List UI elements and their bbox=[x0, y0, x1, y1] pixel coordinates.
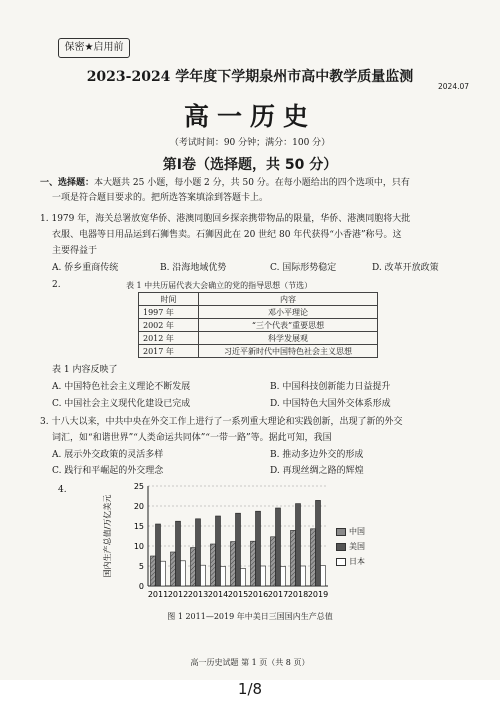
bar-中国-2011 bbox=[151, 556, 156, 586]
table-row bbox=[139, 332, 378, 345]
table-cell: 邓小平理论 bbox=[199, 306, 378, 319]
page-footer: 高一历史试题 第 1 页（共 8 页） bbox=[190, 658, 310, 667]
table-header-cell: 内容 bbox=[199, 293, 378, 306]
question-1 bbox=[40, 213, 410, 226]
table-cell: “三个代表”重要思想 bbox=[199, 319, 378, 332]
table-cell: 2012 年 bbox=[139, 332, 199, 345]
legend-item-usa bbox=[336, 541, 365, 552]
exam-date: 2024.07 bbox=[438, 82, 470, 91]
bar-美国-2018 bbox=[296, 504, 301, 586]
section-instruction-line-1: 本大题共 25 小题，每小题 2 分，共 50 分。在每小题给出的四个选项中，只有 bbox=[94, 178, 410, 188]
table-cell: 2017 年 bbox=[139, 345, 199, 358]
y-tick-label: 20 bbox=[133, 502, 144, 511]
section-title: 一、选择题： bbox=[40, 178, 95, 188]
table-header-cell: 时间 bbox=[139, 293, 199, 306]
bar-中国-2012 bbox=[171, 552, 176, 586]
option-c[interactable]: C. 中国社会主义现代化建设已完成 bbox=[52, 399, 191, 409]
legend-swatch bbox=[336, 558, 346, 566]
y-tick-label: 10 bbox=[133, 542, 144, 551]
table-row bbox=[139, 345, 378, 358]
bar-日本-2017 bbox=[281, 566, 286, 586]
subject-title: 高一历史 bbox=[183, 102, 316, 131]
bar-日本-2013 bbox=[201, 565, 206, 586]
question-text: 衣服、电器等日用品运到石狮售卖。石狮因此在 20 世纪 80 年代获得“小香港”称号。这 bbox=[52, 230, 402, 240]
bar-美国-2015 bbox=[236, 513, 241, 586]
bar-中国-2016 bbox=[251, 541, 256, 586]
question-number: 4. bbox=[58, 485, 67, 495]
table-header-row bbox=[139, 293, 378, 306]
legend-swatch bbox=[336, 543, 346, 551]
chart-legend bbox=[336, 526, 365, 571]
y-tick-label: 0 bbox=[138, 582, 144, 591]
x-tick-label: 2014 bbox=[207, 590, 229, 599]
option-a[interactable]: A. 中国特色社会主义理论不断发展 bbox=[52, 382, 191, 392]
option-c[interactable]: C. 践行和平崛起的外交理念 bbox=[52, 466, 164, 476]
option-d[interactable]: D. 中国特色大国外交体系形成 bbox=[270, 399, 391, 409]
bar-日本-2016 bbox=[261, 566, 266, 586]
figure-caption: 图 1 2011—2019 年中美日三国国内生产总值 bbox=[167, 612, 333, 621]
question-number: 2. bbox=[52, 280, 61, 290]
bar-中国-2017 bbox=[271, 537, 276, 586]
section-instruction-line-2: 一项是符合题目要求的。把所选答案填涂到答题卡上。 bbox=[52, 193, 269, 203]
table-cell: 习近平新时代中国特色社会主义思想 bbox=[199, 345, 378, 358]
question-3 bbox=[40, 416, 402, 429]
legend-item-china bbox=[336, 526, 365, 537]
x-tick-label: 2019 bbox=[307, 590, 329, 599]
y-tick-label: 15 bbox=[133, 522, 144, 531]
table-cell: 1997 年 bbox=[139, 306, 199, 319]
option-c[interactable]: C. 国际形势稳定 bbox=[270, 263, 337, 273]
option-b[interactable]: B. 中国科技创新能力日益提升 bbox=[270, 382, 391, 392]
x-tick-label: 2012 bbox=[167, 590, 189, 599]
question-number: 1. bbox=[40, 214, 49, 224]
page-indicator: 1/8 bbox=[237, 680, 263, 698]
bar-日本-2019 bbox=[321, 566, 326, 586]
guiding-thought-table bbox=[138, 292, 378, 358]
legend-label: 日本 bbox=[349, 557, 365, 566]
option-d[interactable]: D. 改革开放政策 bbox=[372, 263, 439, 273]
x-tick-label: 2016 bbox=[247, 590, 269, 599]
table-caption: 表 1 中共历届代表大会确立的党的指导思想（节选） bbox=[126, 281, 313, 290]
exam-note: （考试时间：90 分钟；满分：100 分） bbox=[169, 138, 331, 148]
legend-item-japan bbox=[336, 556, 365, 567]
section-instruction bbox=[40, 177, 410, 190]
question-text: 主要得益于 bbox=[52, 246, 98, 256]
x-tick-label: 2015 bbox=[227, 590, 249, 599]
question-text: 十八大以来，中共中央在外交工作上进行了一系列重大理论和实践创新，出现了新的外交 bbox=[51, 417, 403, 427]
legend-label: 美国 bbox=[349, 542, 365, 551]
legend-label: 中国 bbox=[349, 527, 365, 536]
table-row bbox=[139, 306, 378, 319]
option-d[interactable]: D. 再现丝绸之路的辉煌 bbox=[270, 466, 364, 476]
table-cell: 科学发展观 bbox=[199, 332, 378, 345]
y-axis-label: 国内生产总值/万亿美元 bbox=[103, 494, 112, 578]
x-tick-label: 2013 bbox=[187, 590, 209, 599]
y-tick-label: 25 bbox=[133, 482, 144, 491]
bar-中国-2018 bbox=[291, 530, 296, 586]
exam-title: 2023-2024 学年度下学期泉州市高中教学质量监测 bbox=[86, 69, 414, 85]
bar-美国-2017 bbox=[276, 508, 281, 586]
bar-日本-2011 bbox=[161, 561, 166, 586]
bar-中国-2019 bbox=[311, 529, 316, 586]
table-cell: 2002 年 bbox=[139, 319, 199, 332]
bar-日本-2018 bbox=[301, 566, 306, 586]
table-row bbox=[139, 319, 378, 332]
question-text: 词汇，如“和谐世界”“人类命运共同体”“一带一路”等。据此可知，我国 bbox=[52, 433, 332, 443]
bar-美国-2013 bbox=[196, 519, 201, 586]
x-tick-label: 2011 bbox=[147, 590, 169, 599]
legend-swatch bbox=[336, 528, 346, 536]
bar-日本-2012 bbox=[181, 561, 186, 586]
question-text: 1979 年，海关总署放宽华侨、港澳同胞回乡探亲携带物品的限量，华侨、港澳同胞将大批 bbox=[51, 214, 411, 224]
bar-美国-2014 bbox=[216, 516, 221, 586]
bar-美国-2012 bbox=[176, 521, 181, 586]
bar-日本-2014 bbox=[221, 566, 226, 586]
y-tick-label: 5 bbox=[138, 562, 144, 571]
question-number: 3. bbox=[40, 417, 49, 427]
option-b[interactable]: B. 推动多边外交的形成 bbox=[270, 450, 364, 460]
bar-中国-2015 bbox=[231, 542, 236, 586]
x-tick-label: 2018 bbox=[287, 590, 309, 599]
bar-美国-2019 bbox=[316, 500, 321, 586]
confidential-seal: 保密★启用前 bbox=[58, 38, 130, 58]
bar-中国-2013 bbox=[191, 548, 196, 586]
x-tick-label: 2017 bbox=[267, 590, 289, 599]
option-a[interactable]: A. 侨乡重商传统 bbox=[52, 263, 119, 273]
question-text: 表 1 内容反映了 bbox=[52, 365, 118, 375]
option-a[interactable]: A. 展示外交政策的灵活多样 bbox=[52, 450, 164, 460]
bar-美国-2016 bbox=[256, 511, 261, 586]
option-b[interactable]: B. 沿海地域优势 bbox=[160, 263, 227, 273]
bar-美国-2011 bbox=[156, 524, 161, 586]
volume-title: 第Ⅰ卷（选择题，共 50 分） bbox=[162, 157, 338, 173]
bar-日本-2015 bbox=[241, 568, 246, 586]
bar-中国-2014 bbox=[211, 544, 216, 586]
